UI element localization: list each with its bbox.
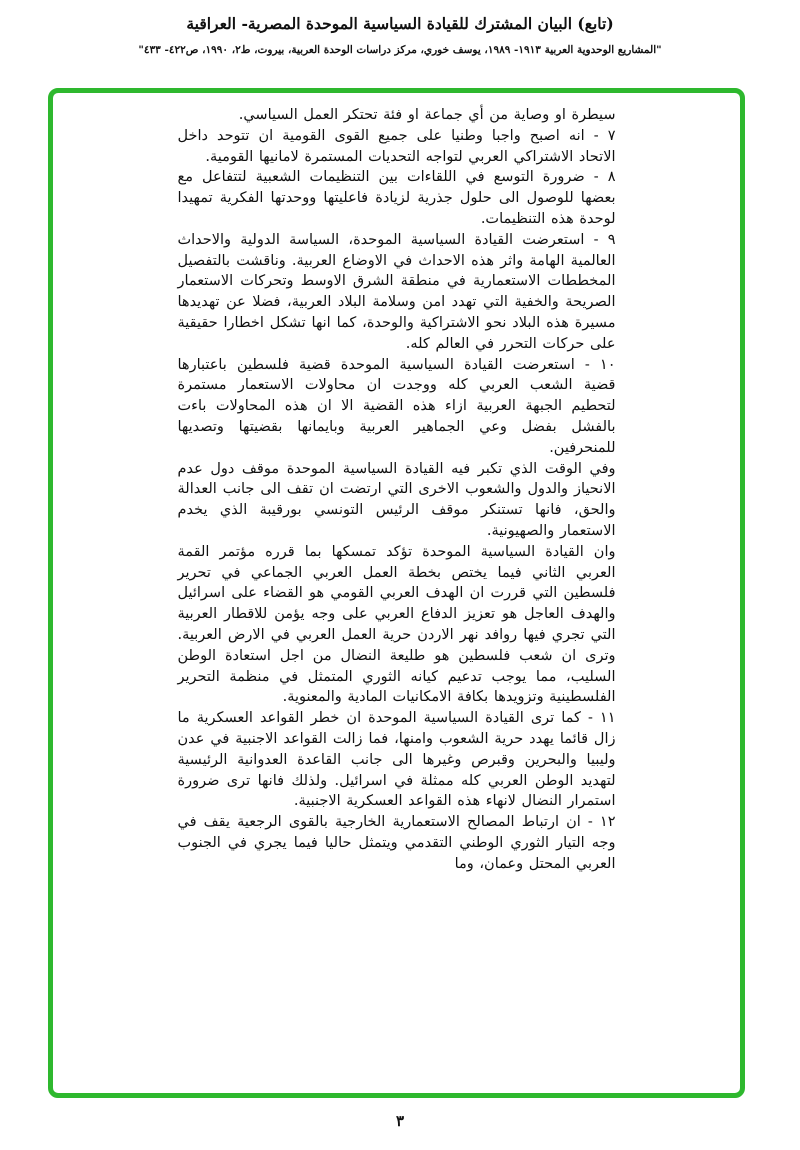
paragraph: وفي الوقت الذي تكبر فيه القيادة السياسية الموحدة موقف دول عدم الانحياز والدول والشعوب الاخرى التي ارتضت ان تقف الى جانب العدالة والحق، فانها تستنكر موقف الرئيس التونسي بورقيبة الذي يخدم الاستعمار والصهيونية. [177, 460, 616, 539]
paragraph: ٨ - ضرورة التوسع في اللقاءات بين التنظيمات الشعبية لتتفاعل مع بعضها للوصول الى حلول جذرية لزيادة فاعليتها ووحدتها الفكرية تمهيدا لوحدة هذه التنظيمات. [177, 169, 616, 227]
source-citation: "المشاريع الوحدوية العربية ١٩١٣- ١٩٨٩، يوسف خوري، مركز دراسات الوحدة العربية، بيروت، ط٢، ١٩٩٠، ص٤٢٢- ٤٣٣" [138, 44, 662, 57]
paragraph: وان القيادة السياسية الموحدة تؤكد تمسكها بما قرره مؤتمر القمة العربي الثاني فيما يختص بخطة العمل العربي الجماعي في تحرير فلسطين التي قررت ان الهدف العربي القومي هو القضاء على اسرائيل والهدف العاجل هو تعزيز الدفاع العربي على وجه يؤمن للاقطار العربية التي تجري فيها روافد نهر الاردن حرية العمل العربي في الارض العربية. وترى ان شعب فلسطين هو طليعة النضال من اجل استعادة الوطن السليب، مما يوجب تدعيم كيانه الثوري المتمثل في منظمة التحرير الفلسطينية وتزويدها بكافة الامكانيات المادية والمعنوية. [177, 543, 616, 706]
content-frame [48, 88, 745, 1098]
paragraph: ١١ - كما ترى القيادة السياسية الموحدة ان خطر القواعد العسكرية ما زال قائما يهدد حرية الشعوب وامنها، فما زالت القواعد الاجنبية في عدن وليبيا والبحرين وقبرص وغيرها الى جانب القاعدة العدوانية الرئيسية لتهديد الوطن العربي كله ممثلة في اسرائيل. ولذلك فانها ترى ضرورة استمرار النضال لانهاء هذه القواعد العسكرية الاجنبية. [177, 710, 616, 810]
paragraph: سيطرة او وصاية من أي جماعة او فئة تحتكر العمل السياسي. [238, 107, 616, 123]
paragraph: ١٢ - ان ارتباط المصالح الاستعمارية الخارجية بالقوى الرجعية يقف في وجه التيار الثوري الوطني التقدمي ويتمثل حاليا فيما يجري في الجنوب العربي المحتل وعمان، وما [177, 814, 616, 872]
page-number: ٣ [395, 1112, 405, 1130]
document-body [178, 105, 616, 874]
document-header [0, 0, 800, 58]
document-title: (تابع) البيان المشترك للقيادة السياسية الموحدة المصرية- العراقية [186, 14, 614, 33]
paragraph: ١٠ - استعرضت القيادة السياسية الموحدة قضية فلسطين باعتبارها قضية الشعب العربي كله ووجدت ان محاولات الاستعمار مستمرة لتحطيم الجبهة العربية ازاء هذه القضية الا ان هذه المحاولات باءت بالفشل بفضل وعي الجماهير العربية وبايمانها بقضيتها وتصديها للمنحرفين. [177, 356, 616, 456]
paragraph: ٧ - انه اصبح واجبا وطنيا على جميع القوى القومية ان تتوحد داخل الاتحاد الاشتراكي العربي لتواجه التحديات المستمرة لامانيها القومية. [177, 127, 616, 165]
paragraph: ٩ - استعرضت القيادة السياسية الموحدة، السياسة الدولية والاحداث العالمية الهامة واثر هذه الاحداث في الاوضاع العربية. وناقشت بالتفصيل المخططات الاستعمارية في منطقة الشرق الاوسط وتحركات الاستعمار الصريحة والخفية التي تهدد امن وسلامة البلاد العربية، فضلا عن تهديدها مسيرة هذه البلاد نحو الاشتراكية والوحدة، كما انها تشكل اخطارا حقيقية على حركات التحرر في العالم كله. [177, 231, 616, 352]
